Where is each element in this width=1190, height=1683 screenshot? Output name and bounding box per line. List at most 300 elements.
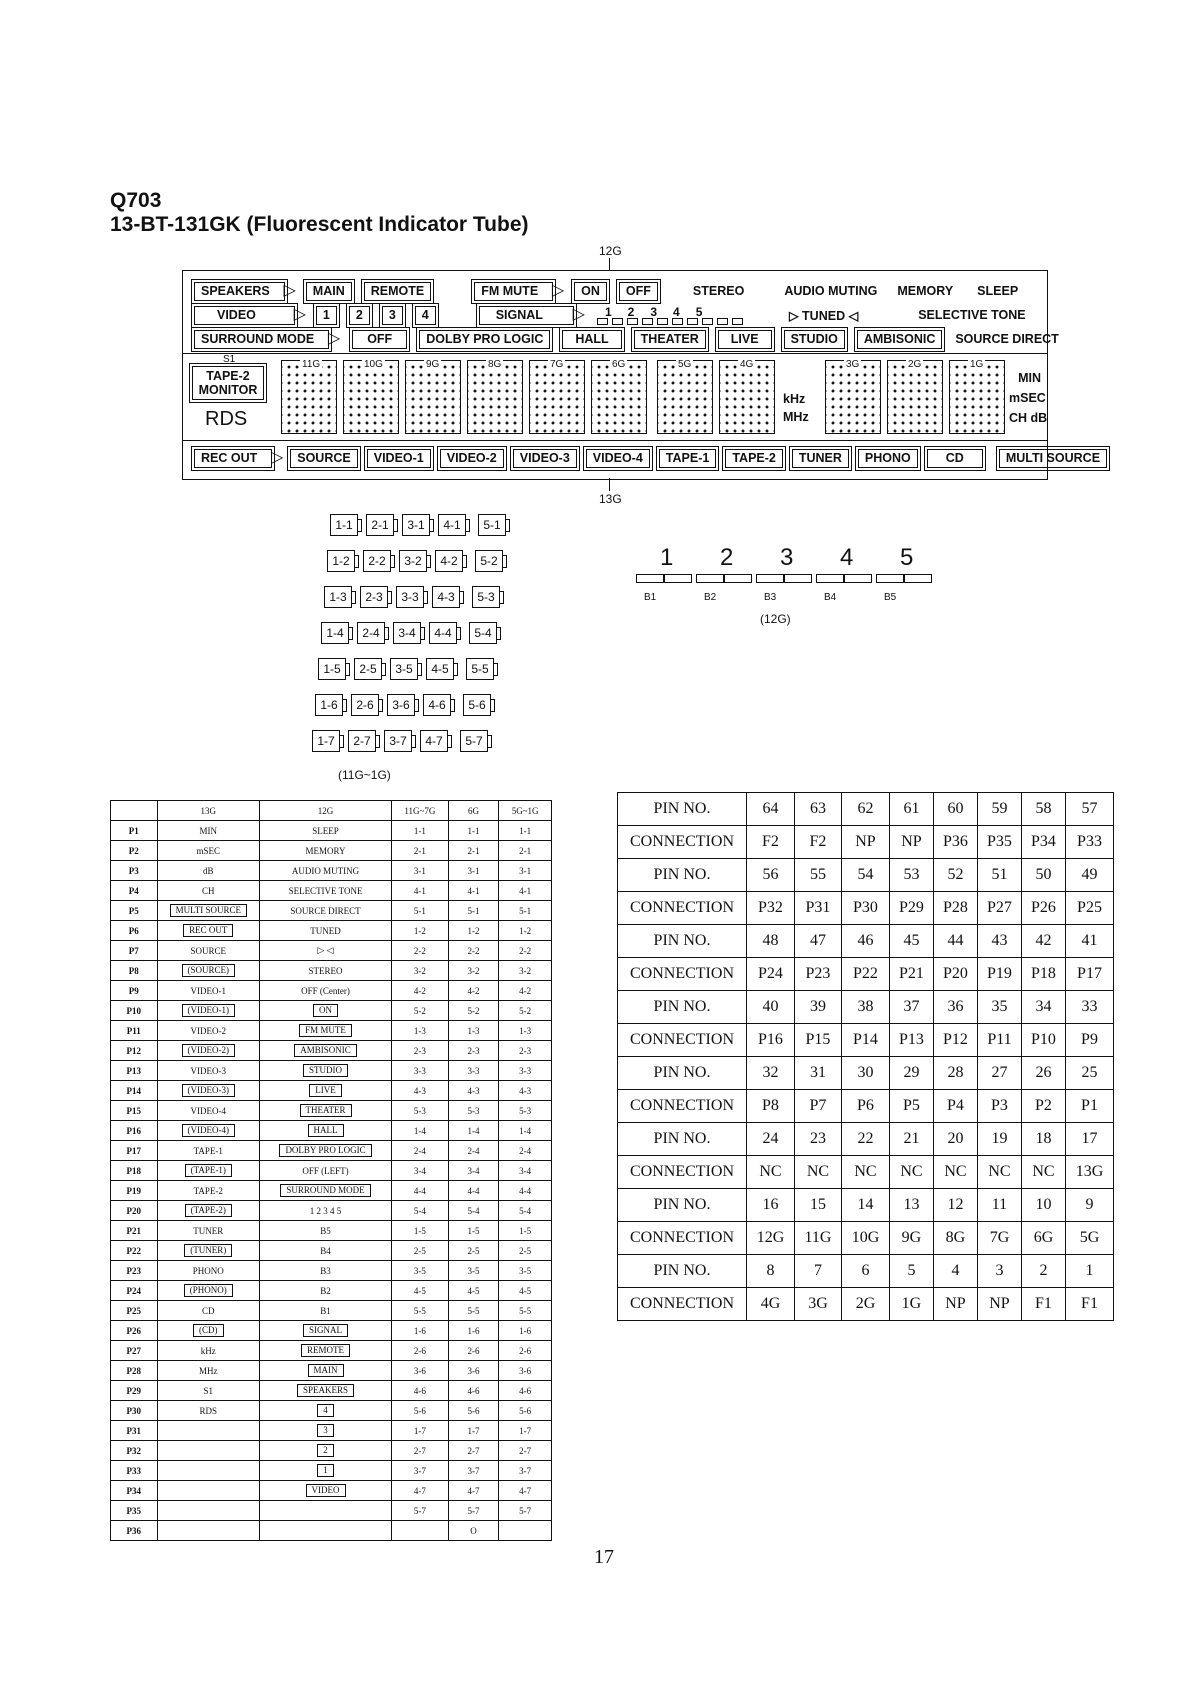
table-cell: 2-3 — [392, 1041, 449, 1061]
table-cell: P12 — [933, 1024, 977, 1057]
table-row — [111, 1421, 552, 1441]
table-cell: 25 — [1066, 1057, 1114, 1090]
segment-box: 5-5 — [466, 658, 494, 680]
table-cell — [259, 1121, 391, 1141]
table-cell: 20 — [933, 1123, 977, 1156]
segment-box: 4-2 — [435, 550, 463, 572]
table-cell: TUNER — [157, 1221, 259, 1241]
source-indicator: SOURCE — [290, 449, 357, 468]
table-cell: 12 — [933, 1189, 977, 1222]
table-cell: 31 — [794, 1057, 841, 1090]
table-cell: P15 — [794, 1024, 841, 1057]
table-cell: P28 — [933, 892, 977, 925]
table-cell: 1-1 — [499, 821, 552, 841]
table-row — [111, 1241, 552, 1261]
table-cell: P16 — [111, 1121, 158, 1141]
table-cell: 4-2 — [499, 981, 552, 1001]
matrix-label-7g: 7G — [550, 359, 564, 370]
signal-level-1: 1 — [604, 304, 612, 319]
s1-indicator: S1 — [223, 354, 236, 365]
table-cell: P26 — [1021, 892, 1065, 925]
table-cell: 33 — [1066, 991, 1114, 1024]
table-cell: 9 — [1066, 1189, 1114, 1222]
table-cell — [259, 1321, 391, 1341]
segment-box: 2-3 — [360, 586, 388, 608]
grid-label-12g: 12G — [599, 244, 622, 258]
b-segment — [844, 574, 872, 583]
table-cell: 8 — [747, 1255, 795, 1288]
table-row — [111, 921, 552, 941]
table-cell: SOURCE DIRECT — [259, 901, 391, 921]
table-cell: P24 — [747, 958, 795, 991]
ambisonic-indicator: AMBISONIC — [857, 330, 943, 349]
row-header: PIN NO. — [618, 991, 747, 1024]
table-row — [111, 961, 552, 981]
frequency-units — [783, 390, 809, 426]
table-cell: P31 — [111, 1421, 158, 1441]
table-cell: P29 — [889, 892, 933, 925]
table-cell — [259, 1441, 391, 1461]
table-row — [111, 1441, 552, 1461]
rec-out-indicator: REC OUT ▷ — [194, 449, 272, 468]
table-cell: 53 — [889, 859, 933, 892]
table-cell: 51 — [977, 859, 1021, 892]
table-cell: 4-5 — [448, 1281, 499, 1301]
table-cell — [157, 1001, 259, 1021]
table-row — [111, 1001, 552, 1021]
table-cell: P5 — [111, 901, 158, 921]
audio-muting-indicator: AUDIO MUTING — [784, 284, 878, 298]
table-cell: 2-1 — [448, 841, 499, 861]
segment-box: 3-4 — [393, 622, 421, 644]
table-cell — [259, 1481, 391, 1501]
surround-mode-indicator: SURROUND MODE ▷ — [194, 330, 329, 349]
table-cell: 1-2 — [448, 921, 499, 941]
table-cell: 4-4 — [499, 1181, 552, 1201]
segment-box: 5-7 — [460, 730, 488, 752]
table-cell: 3-6 — [392, 1361, 449, 1381]
b-number: 2 — [720, 544, 734, 571]
row-header: CONNECTION — [618, 1024, 747, 1057]
header-11g-7g: 11G~7G — [392, 801, 449, 821]
table-cell — [259, 1521, 391, 1541]
table-cell: 1-5 — [448, 1221, 499, 1241]
table-row — [111, 1041, 552, 1061]
boxed-label: (VIDEO-4) — [182, 1124, 235, 1137]
table-cell: 14 — [842, 1189, 890, 1222]
table-cell: 3-5 — [499, 1261, 552, 1281]
table-cell: NP — [933, 1288, 977, 1321]
table-cell: 43 — [977, 925, 1021, 958]
table-cell: P11 — [111, 1021, 158, 1041]
matrix-8g — [467, 360, 523, 434]
table-cell: 1-1 — [392, 821, 449, 841]
segment-box: 5-2 — [475, 550, 503, 572]
fm-mute-indicator: FM MUTE ▷ — [474, 282, 553, 301]
matrix-3g — [825, 360, 881, 434]
boxed-label: REC OUT — [183, 924, 233, 937]
table-cell: 9G — [889, 1222, 933, 1255]
b-segment — [904, 574, 932, 583]
table-cell: 3-3 — [392, 1061, 449, 1081]
table-cell — [259, 1361, 391, 1381]
table-cell: 3-6 — [448, 1361, 499, 1381]
segment-box: 5-4 — [469, 622, 497, 644]
table-cell: 5-4 — [448, 1201, 499, 1221]
table-cell: 2-5 — [448, 1241, 499, 1261]
table-cell: 3-2 — [448, 961, 499, 981]
table-row — [618, 1090, 1114, 1123]
table-cell — [259, 1341, 391, 1361]
table-cell: 5-2 — [392, 1001, 449, 1021]
table-cell: P27 — [977, 892, 1021, 925]
segment-box: 2-1 — [366, 514, 394, 536]
segment-box: 1-6 — [315, 694, 343, 716]
table-row — [618, 1057, 1114, 1090]
table-cell: 4-2 — [448, 981, 499, 1001]
table-cell: P16 — [747, 1024, 795, 1057]
matrix-label-4g: 4G — [740, 359, 754, 370]
b-segment — [784, 574, 812, 583]
table-cell — [157, 1481, 259, 1501]
b-segment — [664, 574, 692, 583]
boxed-label: 2 — [317, 1444, 334, 1457]
matrix-6g — [591, 360, 647, 434]
table-cell: 1-3 — [499, 1021, 552, 1041]
boxed-label: (CD) — [193, 1324, 224, 1337]
table-cell: RDS — [157, 1401, 259, 1421]
table-cell: P23 — [111, 1261, 158, 1281]
table-cell — [259, 1401, 391, 1421]
table-row — [618, 1288, 1114, 1321]
table-cell: 60 — [933, 793, 977, 826]
table-cell: 2-3 — [499, 1041, 552, 1061]
segment-box: 1-2 — [327, 550, 355, 572]
table-cell: 52 — [933, 859, 977, 892]
matrix-7g — [529, 360, 585, 434]
table-cell: F1 — [1066, 1288, 1114, 1321]
table-cell: 5 — [889, 1255, 933, 1288]
table-cell: CD — [157, 1301, 259, 1321]
row-header: PIN NO. — [618, 793, 747, 826]
table-row — [618, 826, 1114, 859]
table-cell: 3-5 — [392, 1261, 449, 1281]
table-cell — [157, 1441, 259, 1461]
table-cell: 15 — [794, 1189, 841, 1222]
table-cell: 24 — [747, 1123, 795, 1156]
b-number: 5 — [900, 544, 914, 571]
table-cell: 34 — [1021, 991, 1065, 1024]
table-cell: 1-7 — [392, 1421, 449, 1441]
table-cell: P3 — [977, 1090, 1021, 1123]
boxed-label: (TAPE-1) — [185, 1164, 232, 1177]
table-cell: 5-5 — [499, 1301, 552, 1321]
segment-box: 2-7 — [348, 730, 376, 752]
boxed-label: (VIDEO-1) — [182, 1004, 235, 1017]
table-cell: NC — [933, 1156, 977, 1189]
b-segment — [636, 574, 664, 583]
table-cell: P30 — [842, 892, 890, 925]
table-cell: 1-3 — [448, 1021, 499, 1041]
row-header: PIN NO. — [618, 1123, 747, 1156]
table-cell — [259, 1061, 391, 1081]
main-indicator: MAIN — [306, 282, 352, 301]
table-cell: 4-7 — [448, 1481, 499, 1501]
table-cell: B5 — [259, 1221, 391, 1241]
row-header: PIN NO. — [618, 859, 747, 892]
table-cell: P35 — [111, 1501, 158, 1521]
table-cell: 38 — [842, 991, 890, 1024]
boxed-label: (PHONO) — [184, 1284, 233, 1297]
table-cell: 2-2 — [392, 941, 449, 961]
table-cell — [259, 1181, 391, 1201]
khz-indicator: kHz — [783, 392, 806, 406]
b-number: 1 — [660, 544, 674, 571]
table-cell: 36 — [933, 991, 977, 1024]
table-row — [111, 1141, 552, 1161]
row-header: PIN NO. — [618, 1057, 747, 1090]
table-cell: P22 — [111, 1241, 158, 1261]
table-cell: P20 — [111, 1201, 158, 1221]
table-cell: P35 — [977, 826, 1021, 859]
boxed-label: (VIDEO-2) — [182, 1044, 235, 1057]
table-row — [618, 793, 1114, 826]
table-row — [618, 1189, 1114, 1222]
table-cell: 4-3 — [392, 1081, 449, 1101]
table-cell — [499, 1521, 552, 1541]
table-cell: P7 — [111, 941, 158, 961]
table-cell: TAPE-2 — [157, 1181, 259, 1201]
table-cell: 2-6 — [499, 1341, 552, 1361]
table-cell: 3-7 — [392, 1461, 449, 1481]
table-cell: 4-1 — [499, 881, 552, 901]
table-cell: 1-4 — [448, 1121, 499, 1141]
tape2-monitor-indicator: TAPE-2 MONITOR — [192, 366, 264, 400]
table-cell: 5-7 — [448, 1501, 499, 1521]
signal-level-meter — [597, 306, 743, 325]
table-cell: 4-3 — [448, 1081, 499, 1101]
table-row — [111, 1521, 552, 1541]
table-cell: 2-5 — [499, 1241, 552, 1261]
table-cell: B1 — [259, 1301, 391, 1321]
b-label: B4 — [824, 592, 837, 603]
table-cell: 5-6 — [499, 1401, 552, 1421]
segment-box: 3-6 — [387, 694, 415, 716]
matrix-label-3g: 3G — [846, 359, 860, 370]
table-cell: P11 — [977, 1024, 1021, 1057]
table-cell: 2-4 — [448, 1141, 499, 1161]
table-cell: P32 — [747, 892, 795, 925]
segment-box: 4-3 — [432, 586, 460, 608]
signal-level-3: 3 — [650, 304, 658, 319]
table-cell: NC — [977, 1156, 1021, 1189]
video-3-indicator: VIDEO-3 — [513, 449, 577, 468]
boxed-label: DOLBY PRO LOGIC — [279, 1144, 371, 1157]
table-cell: 1-7 — [448, 1421, 499, 1441]
b-segment — [876, 574, 904, 583]
table-cell: OFF (LEFT) — [259, 1161, 391, 1181]
selective-tone-indicator: SELECTIVE TONE — [918, 308, 1026, 322]
b-segment — [816, 574, 844, 583]
table-cell: 56 — [747, 859, 795, 892]
table-cell: 16 — [747, 1189, 795, 1222]
table-cell: 3G — [794, 1288, 841, 1321]
table-cell: 5-5 — [448, 1301, 499, 1321]
table-cell: 19 — [977, 1123, 1021, 1156]
table-cell: TAPE-1 — [157, 1141, 259, 1161]
table-cell: VIDEO-3 — [157, 1061, 259, 1081]
boxed-label: THEATER — [300, 1104, 352, 1117]
table-cell: 5-6 — [392, 1401, 449, 1421]
grid-table-header — [111, 801, 552, 821]
table-cell: NP — [977, 1288, 1021, 1321]
boxed-label: (VIDEO-3) — [182, 1084, 235, 1097]
table-cell: 13G — [1066, 1156, 1114, 1189]
table-cell: 12G — [747, 1222, 795, 1255]
table-cell: 8G — [933, 1222, 977, 1255]
table-cell: P13 — [111, 1061, 158, 1081]
table-cell: VIDEO-1 — [157, 981, 259, 1001]
table-cell — [157, 1201, 259, 1221]
table-cell — [157, 1161, 259, 1181]
table-cell: P32 — [111, 1441, 158, 1461]
table-cell: P33 — [111, 1461, 158, 1481]
row-header: PIN NO. — [618, 925, 747, 958]
table-row — [111, 1261, 552, 1281]
b-label: B3 — [764, 592, 777, 603]
table-cell: P1 — [1066, 1090, 1114, 1123]
b-segment — [696, 574, 724, 583]
table-cell: 4-1 — [392, 881, 449, 901]
table-cell: 41 — [1066, 925, 1114, 958]
table-row — [618, 1024, 1114, 1057]
table-cell: 1-2 — [499, 921, 552, 941]
table-row — [111, 1401, 552, 1421]
mhz-indicator: MHz — [783, 410, 809, 424]
table-cell: 1-1 — [448, 821, 499, 841]
table-cell — [157, 1121, 259, 1141]
segment-box: 3-2 — [399, 550, 427, 572]
table-cell: 57 — [1066, 793, 1114, 826]
table-cell: 4-6 — [448, 1381, 499, 1401]
table-cell: 4-7 — [499, 1481, 552, 1501]
table-cell: 37 — [889, 991, 933, 1024]
row-header: CONNECTION — [618, 1156, 747, 1189]
matrix-band — [183, 353, 1047, 441]
table-cell: 49 — [1066, 859, 1114, 892]
table-cell: P36 — [933, 826, 977, 859]
table-cell: 3-4 — [499, 1161, 552, 1181]
input-2-indicator: 2 — [349, 306, 370, 325]
table-cell: 6 — [842, 1255, 890, 1288]
table-cell: 5-2 — [499, 1001, 552, 1021]
table-cell: 1-2 — [392, 921, 449, 941]
table-cell: P25 — [111, 1301, 158, 1321]
table-cell: AUDIO MUTING — [259, 861, 391, 881]
table-row — [618, 859, 1114, 892]
table-cell: 2-5 — [392, 1241, 449, 1261]
table-cell: 4-6 — [499, 1381, 552, 1401]
phono-indicator: PHONO — [858, 449, 918, 468]
table-cell: 6G — [1021, 1222, 1065, 1255]
table-row — [111, 821, 552, 841]
table-cell — [259, 1461, 391, 1481]
boxed-label: (TAPE-2) — [185, 1204, 232, 1217]
table-cell: P17 — [1066, 958, 1114, 991]
table-cell: 2-6 — [448, 1341, 499, 1361]
table-cell: NC — [842, 1156, 890, 1189]
table-cell: 11G — [794, 1222, 841, 1255]
input-3-indicator: 3 — [382, 306, 403, 325]
table-cell: B2 — [259, 1281, 391, 1301]
table-row — [111, 1361, 552, 1381]
table-cell: P5 — [889, 1090, 933, 1123]
segment-box: 2-5 — [354, 658, 382, 680]
table-cell: P4 — [111, 881, 158, 901]
table-cell: 3-2 — [392, 961, 449, 981]
table-cell: 17 — [1066, 1123, 1114, 1156]
table-cell: P10 — [111, 1001, 158, 1021]
table-cell: P2 — [111, 841, 158, 861]
table-cell: 46 — [842, 925, 890, 958]
table-cell: 5-3 — [392, 1101, 449, 1121]
table-cell: P33 — [1066, 826, 1114, 859]
table-cell: SOURCE — [157, 941, 259, 961]
table-cell: B3 — [259, 1261, 391, 1281]
table-cell: 50 — [1021, 859, 1065, 892]
segment-box: 3-7 — [384, 730, 412, 752]
table-cell: 4-7 — [392, 1481, 449, 1501]
table-cell: 2-4 — [392, 1141, 449, 1161]
matrix-label-6g: 6G — [612, 359, 626, 370]
video-indicator: VIDEO ▷ — [194, 306, 295, 325]
boxed-label: HALL — [308, 1124, 344, 1137]
table-cell: 39 — [794, 991, 841, 1024]
stereo-indicator: STEREO — [692, 284, 745, 298]
table-cell: 23 — [794, 1123, 841, 1156]
table-cell: 5-4 — [499, 1201, 552, 1221]
table-row — [111, 941, 552, 961]
table-cell: 2-2 — [499, 941, 552, 961]
boxed-label: (TUNER) — [184, 1244, 232, 1257]
table-cell — [157, 961, 259, 981]
table-cell: 4-1 — [448, 881, 499, 901]
table-cell: P3 — [111, 861, 158, 881]
table-cell: NP — [889, 826, 933, 859]
table-cell: 2-7 — [499, 1441, 552, 1461]
table-cell: P22 — [842, 958, 890, 991]
matrix-label-11g: 11G — [302, 359, 321, 370]
table-cell: 2-1 — [499, 841, 552, 861]
table-cell: 35 — [977, 991, 1021, 1024]
table-cell: P1 — [111, 821, 158, 841]
table-row — [111, 1161, 552, 1181]
table-cell: NP — [842, 826, 890, 859]
table-row — [111, 1021, 552, 1041]
table-cell: PHONO — [157, 1261, 259, 1281]
segment-box: 1-3 — [324, 586, 352, 608]
table-cell: 3-1 — [499, 861, 552, 881]
table-row — [111, 1061, 552, 1081]
boxed-label: ON — [313, 1004, 338, 1017]
boxed-label: 3 — [317, 1424, 334, 1437]
table-cell: 3-1 — [448, 861, 499, 881]
table-cell: MHz — [157, 1361, 259, 1381]
segment-box: 4-1 — [438, 514, 466, 536]
units-indicators — [1009, 368, 1048, 428]
table-cell: 1-4 — [392, 1121, 449, 1141]
segment-box: 5-6 — [463, 694, 491, 716]
